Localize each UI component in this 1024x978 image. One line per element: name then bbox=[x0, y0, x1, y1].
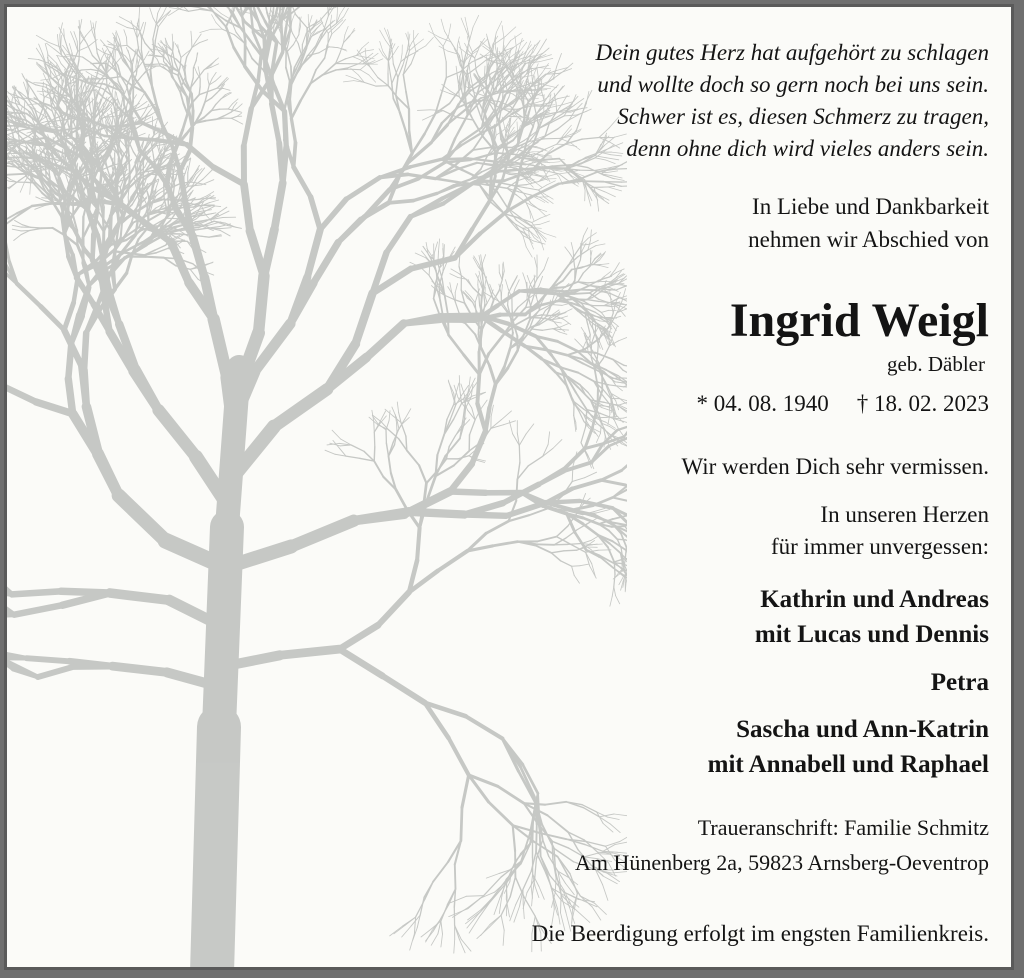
obituary-notice bbox=[4, 4, 1014, 970]
hearts-text bbox=[771, 499, 989, 563]
mourner-group bbox=[755, 582, 989, 652]
poem bbox=[595, 37, 989, 165]
bare-tree-illustration bbox=[7, 7, 627, 970]
farewell-intro bbox=[748, 190, 989, 256]
poem-line: und wollte doch so gern noch bei uns sein. bbox=[597, 72, 989, 97]
address-line: Traueranschrift: Familie Schmitz bbox=[697, 815, 989, 840]
poem-line: denn ohne dich wird vieles anders sein. bbox=[626, 136, 989, 161]
mourner-line: mit Lucas und Dennis bbox=[754, 621, 989, 648]
mourner-line: Kathrin und Andreas bbox=[760, 586, 989, 613]
mourner-line: mit Annabell und Raphael bbox=[707, 751, 989, 778]
mourner-line: Petra bbox=[930, 669, 989, 696]
intro-line: nehmen wir Abschied von bbox=[748, 227, 989, 252]
deceased-name: Ingrid Weigl bbox=[729, 294, 989, 347]
hearts-line: für immer unvergessen: bbox=[770, 534, 989, 559]
mourning-address bbox=[575, 810, 989, 880]
life-dates bbox=[697, 389, 990, 419]
intro-line: In Liebe und Dankbarkeit bbox=[752, 194, 989, 219]
mourner-line: Sascha und Ann-Katrin bbox=[736, 716, 989, 743]
mourner-group bbox=[708, 712, 989, 782]
maiden-name: geb. Däbler bbox=[887, 352, 985, 376]
funeral-note: Die Beerdigung erfolgt im engsten Familienkreis. bbox=[531, 921, 989, 946]
miss-text: Wir werden Dich sehr vermissen. bbox=[681, 454, 989, 479]
birth-date: * 04. 08. 1940 bbox=[696, 391, 829, 416]
mourner-group bbox=[931, 665, 989, 700]
poem-line: Dein gutes Herz hat aufgehört zu schlagen bbox=[595, 40, 989, 65]
poem-line: Schwer ist es, diesen Schmerz zu tragen, bbox=[617, 104, 989, 129]
address-line: Am Hünenberg 2a, 59823 Arnsberg-Oeventrop bbox=[574, 850, 989, 875]
death-date: † 18. 02. 2023 bbox=[856, 391, 989, 416]
hearts-line: In unseren Herzen bbox=[820, 502, 989, 527]
